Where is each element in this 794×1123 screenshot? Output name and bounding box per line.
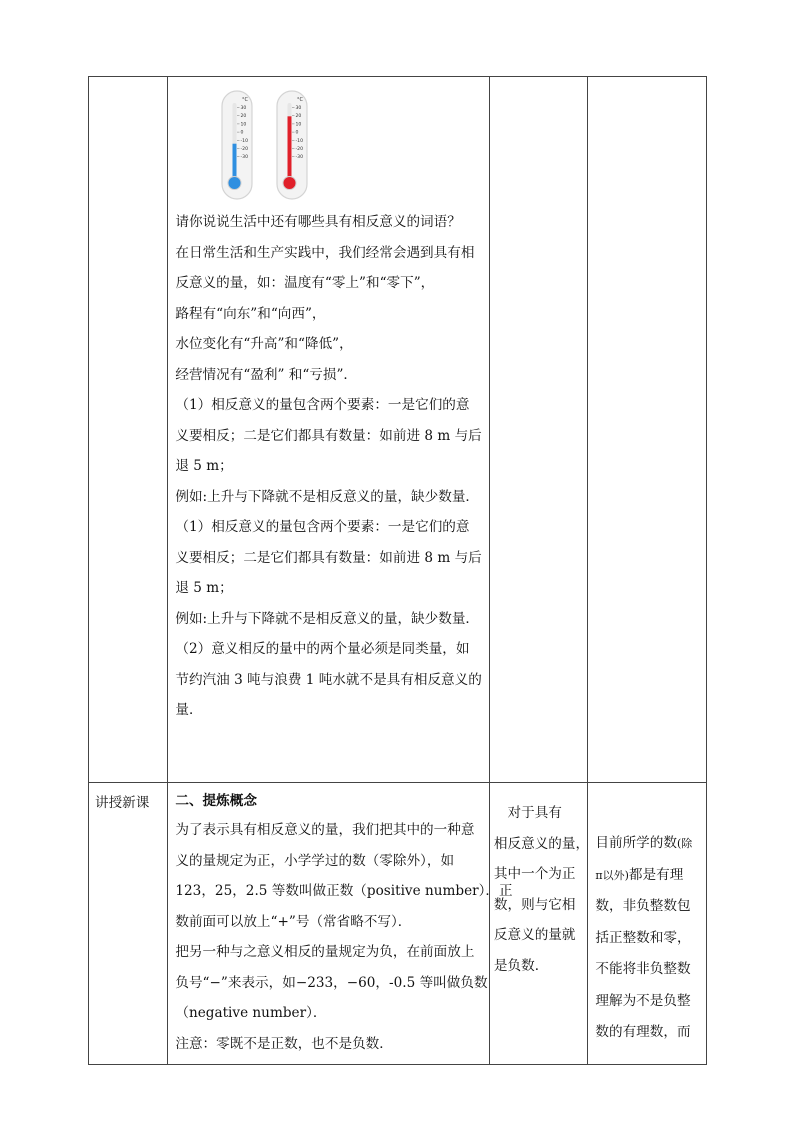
text-line: 123，25，2.5 等数叫做正数（positive number）．正: [175, 883, 513, 899]
text-line: 义要相反；二是它们都具有数量：如前进 8 m 与后: [175, 549, 482, 566]
text-line: 例如:上升与下降就不是相反意义的量，缺少数量．: [175, 488, 480, 505]
row2-col4-cell: [588, 783, 707, 1065]
col3-line: 数，则与它相: [493, 896, 576, 913]
hot-thermometer-icon: [275, 89, 309, 201]
thermometer-unit: °C: [242, 97, 249, 103]
col3-line: 相反意义的量，: [493, 835, 590, 852]
thermometer-scale-label: -10: [240, 138, 249, 144]
col4-line: [595, 860, 706, 892]
thermometer-scale-label: 10: [295, 122, 302, 128]
row1-text: [175, 207, 489, 726]
text-line: （1）相反意义的量包含两个要素：一是它们的意: [175, 519, 470, 535]
table-row: [89, 783, 707, 1065]
row1-label-cell: [89, 77, 168, 783]
col4-line: 理解为不是负整: [595, 992, 691, 1009]
text-line: 量．: [175, 702, 203, 718]
thermometer-scale-label: 0: [295, 130, 299, 136]
cold-thermometer-icon: [220, 89, 254, 201]
table-row: [89, 77, 707, 783]
col4-line: 括正整数和零，: [595, 929, 691, 946]
col4-text: 目前所学的数: [595, 835, 677, 851]
text-line: 路程有“向东”和“向西”，: [175, 305, 326, 322]
col4-text-small: π以外): [595, 868, 629, 882]
row2-text: [175, 815, 513, 1059]
thermometer-scale-label: -20: [295, 147, 304, 152]
col3-line: 其中一个为正: [493, 866, 576, 882]
text-line: 请你说说生活中还有哪些具有相反意义的词语？: [175, 214, 461, 230]
text-line: 负号“−”来表示，如−233，−60，-0.5 等叫做负数: [175, 974, 488, 991]
thermometer-scale-label: 30: [240, 106, 247, 111]
text-line: 义的量规定为正，小学学过的数（零除外），如: [175, 852, 455, 869]
thermometer-scale-label: 10: [240, 122, 247, 128]
text-line: 反意义的量，如：温度有“零上”和“零下”，: [175, 275, 435, 291]
col4-text-block: [595, 891, 706, 1049]
row1-col4-cell: [588, 77, 707, 783]
thermometer-scale-label: -30: [295, 155, 304, 161]
text-line: 把另一种与之意义相反的量规定为负，在前面放上: [175, 944, 475, 960]
thermometer-fill: [288, 116, 292, 181]
text-line: 水位变化有“升高”和“降低”，: [175, 336, 353, 352]
thermometer-scale-label: -10: [295, 138, 304, 144]
row1-content-cell: [168, 77, 490, 783]
thermometer-scale-label: 20: [295, 114, 302, 120]
col4-line: 不能将非负整数: [595, 961, 691, 977]
thermometer-bulb: [283, 177, 296, 190]
text-line: 退 5 m；: [175, 458, 233, 474]
text-line: 节约汽油 3 吨与浪费 1 吨水就不是具有相反意义的: [175, 671, 482, 688]
thermometer-scale-label: 20: [240, 114, 247, 120]
thermometer-scale-label: 30: [295, 106, 302, 111]
thermometer-scale-label: -20: [240, 147, 249, 152]
thermometer-scale-label: 0: [240, 130, 244, 136]
text-line: 义要相反；二是它们都具有数量：如前进 8 m 与后: [175, 427, 482, 444]
row1-col3-cell: [489, 77, 587, 783]
col3-line: 是负数．: [493, 957, 549, 974]
section-label: 讲授新课: [89, 783, 168, 1065]
lesson-table: [88, 76, 707, 1065]
text-line: 数前面可以放上“+”号（常省略不写）．: [175, 913, 412, 930]
text-line: 退 5 m；: [175, 580, 233, 596]
thermometer-bulb: [228, 177, 241, 190]
text-line: 注意：零既不是正数，也不是负数．: [175, 1035, 393, 1052]
thermometer-figure: [175, 77, 489, 207]
text-line: （2）意义相反的量中的两个量必须是同类量，如: [175, 641, 470, 657]
col4-line: 数的有理数，而: [595, 1024, 691, 1040]
row2-content-cell: [168, 783, 513, 1065]
text-line: 例如:上升与下降就不是相反意义的量，缺少数量．: [175, 610, 480, 627]
thermometer-unit: °C: [297, 97, 304, 103]
col4-line: [595, 828, 706, 860]
text-line: 为了表示具有相反意义的量，我们把其中的一种意: [175, 822, 475, 838]
text-line: （negative number）．: [175, 1005, 327, 1021]
thermometer-fill: [233, 144, 237, 181]
col4-line: 数，非负整数包: [595, 898, 691, 914]
col3-line: 对于具有: [493, 805, 562, 821]
text-line: （1）相反意义的量包含两个要素：一是它们的意: [175, 397, 470, 413]
section-title: 二、提炼概念: [175, 793, 257, 809]
text-line: 经营情况有“盈利” 和“亏损”．: [175, 366, 358, 383]
col4-text: 都是有理: [628, 866, 684, 883]
row2-col3-cell: [489, 783, 590, 1065]
thermometer-scale-label: -30: [240, 155, 249, 161]
text-line: 在日常生活和生产实践中，我们经常会遇到具有相: [175, 244, 475, 261]
col3-line: 反意义的量就: [493, 927, 576, 943]
col4-text-small: (除: [676, 837, 693, 850]
